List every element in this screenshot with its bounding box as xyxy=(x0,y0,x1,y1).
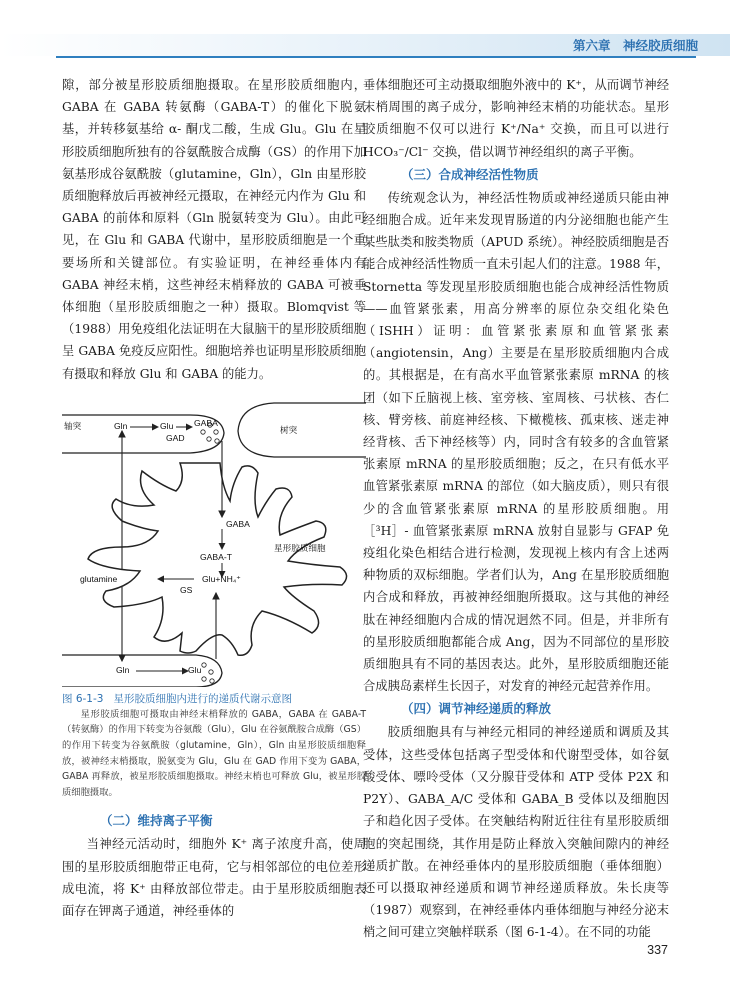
label-gln-bottom: Gln xyxy=(116,664,130,675)
left-paragraph-1: 隙，部分被星形胶质细胞摄取。在星形胶质细胞内，GABA 在 GABA 转氨酶（GABA-T）的催化下脱氨基，并转移氨基给 α- 酮戊二酸，生成 Glu。Glu 在星形胶质细胞所独有的谷氨酰胺合成酶（GS）的作用下加氨基形成谷氨酰胺（glutamine，Gln），Gln 由星形胶质细胞释放后再被神经元摄取，在神经元内作为 Glu 和 GABA 的前体和原料（Gln 脱氨转变为 Glu）。由此可见，在 Glu 和 GABA 代谢中，星形胶质细胞是一个重要场所和关键部位。有实验证明，在神经垂体内有 GABA 神经末梢，这些神经末梢释放的 GABA 可被垂体细胞（星形胶质细胞之一种）摄取。Blomqvist 等（1988）用免疫组化法证明在大鼠脑干的星形胶质细胞呈 GABA 免疫反应阳性。细胞培养也证明星形胶质细胞有摄取和释放 Glu 和 GABA 的能力。 xyxy=(62,78,366,381)
label-glu-top: Glu xyxy=(160,420,174,431)
label-gaba-t: GABA-T xyxy=(200,551,232,562)
label-astrocyte: 星形胶质细胞 xyxy=(274,542,326,553)
label-gaba-top: GABA xyxy=(194,417,218,428)
section-heading-ion-balance: （二）维持离子平衡 xyxy=(100,813,213,829)
label-dendrite: 树突 xyxy=(280,424,298,435)
label-glutamine: glutamine xyxy=(80,573,118,584)
page-number: 337 xyxy=(647,943,668,957)
label-gs: GS xyxy=(180,584,193,595)
figure-title: 星形胶质细胞内进行的递质代谢示意图 xyxy=(113,692,292,705)
figure-caption-title xyxy=(62,691,366,707)
header-rule xyxy=(56,56,696,58)
label-gad: GAD xyxy=(166,432,185,443)
left-column xyxy=(62,74,366,922)
figure-caption-body: 星形胶质细胞可摄取由神经末梢释放的 GABA，GABA 在 GABA-T（转氨酶）的作用下转变为谷氨酸（Glu），Glu 在谷氨酰胺合成酶（GS）的作用下转变为谷氨酰胺（glutamine，Gln），Gln 由星形胶质细胞释放，被神经末梢摄取，脱氨变为 Glu，Glu 在 GAD 作用下变为 GABA，GABA 再释放，被星形胶质细胞摄取。神经末梢也可释放 Glu，被星形胶质细胞摄取。 xyxy=(62,708,366,798)
label-glu-nh4: Glu+NH₄⁺ xyxy=(202,573,241,584)
label-axon: 轴突 xyxy=(64,420,82,431)
transmitter-release-paragraph: 胶质细胞具有与神经元相同的神经递质和调质及其受体，这些受体包括离子型受体和代谢型受体，如谷氨酸受体、嘌呤受体（又分腺苷受体和 ATP 受体 P2X 和 P2Y）、GABA_A/C 受体和 GABA_B 受体以及细胞因子和趋化因子受体。在突触结构附近往往有星形胶质细胞的突起围绕，其作用是防止释放入突触间隙内的神经递质扩散。在神经垂体内的星形胶质细胞（垂体细胞）还可以摄取神经递质和调节神经递质释放。朱长庚等（1987）观察到，在神经垂体内垂体细胞与神经分泌末梢之间可建立突触样联系（图 6-1-4）。在不同的功能 xyxy=(363,725,669,940)
label-gaba-mid: GABA xyxy=(226,518,250,529)
label-glu-bottom: Glu xyxy=(188,664,202,675)
label-gln-top: Gln xyxy=(114,420,128,431)
ion-balance-paragraph: 当神经元活动时，细胞外 K⁺ 离子浓度升高，使周围的星形胶质细胞带正电荷，它与相邻部位的电位差形成电流，将 K⁺ 由释放部位带走。由于星形胶质细胞表面存在钾离子通道，神经垂体的 xyxy=(62,837,366,919)
chapter-title: 第六章 神经胶质细胞 xyxy=(572,38,698,53)
figure-number: 图 6-1-3 xyxy=(62,692,104,705)
section-heading-transmitter-release: （四）调节神经递质的释放 xyxy=(401,701,552,717)
dendrite-outline xyxy=(238,403,366,457)
right-continuation-paragraph: 垂体细胞还可主动摄取细胞外液中的 K⁺，从而调节神经末梢周围的离子成分，影响神经末梢的功能状态。星形胶质细胞不仅可以进行 K⁺/Na⁺ 交换，而且可以进行 HCO₃⁻/Cl⁻ 交换，借以调节神经组织的离子平衡。 xyxy=(363,78,669,159)
figure-6-1-3 xyxy=(62,397,366,687)
section-heading-neuroactive: （三）合成神经活性物质 xyxy=(401,166,539,182)
neuroactive-paragraph: 传统观念认为，神经活性物质或神经递质只能由神经细胞合成。近年来发现胃肠道的内分泌细胞也能产生某些肽类和胺类物质（APUD 系统）。神经胶质细胞是否能合成神经活性物质一直未引起人们的注意。1988 年，Stornetta 等发现星形胶质细胞也能合成神经活性物质——血管紧张素，用高分辨率的原位杂交组化染色（ISHH）证明：血管紧张素原和血管紧张素（angiotensin，Ang）主要是在星形胶质细胞内合成的。其根据是，在有高水平血管紧张素原 mRNA 的核团（如下丘脑视上核、室旁核、室周核、弓状核、杏仁核、臂旁核、前庭神经核、下橄榄核、孤束核、迷走神经背核、舌下神经核等）内，同时含有较多的含血管紧张素原 mRNA 的星形胶质细胞；反之，在只有低水平血管紧张素原 mRNA 的部位（如大脑皮质），则只有很少的含血管紧张素原 mRNA 的星形胶质细胞。用［³H］- 血管紧张素原 mRNA 放射自显影与 GFAP 免疫组化染色相结合进行检测，发现视上核内有含上述两种物质的双标细胞。学者们认为，Ang 在星形胶质细胞内合成和释放，再被神经细胞所摄取。这与其他的神经肽在神经细胞内合成的情况迥然不同。但是，并非所有的星形胶质细胞都能合成 Ang，因为不同部位的星形胶质细胞具有不同的基因表达。此外，星形胶质细胞还能合成胰岛素样生长因子，对发育的神经元起营养作用。 xyxy=(363,190,669,694)
synaptic-vesicles-bottom xyxy=(202,663,214,683)
right-column xyxy=(363,74,669,944)
metabolism-diagram xyxy=(62,397,366,687)
